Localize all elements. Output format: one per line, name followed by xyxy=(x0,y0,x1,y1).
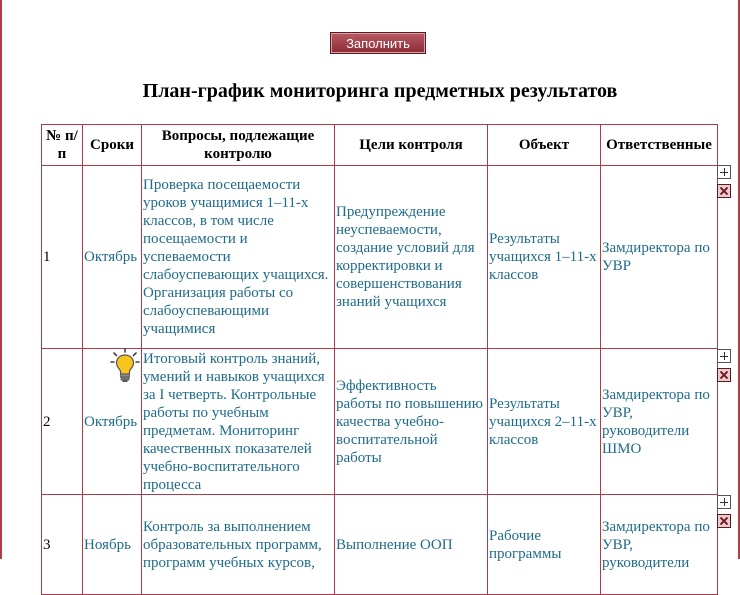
delete-row-close-icon[interactable] xyxy=(717,184,731,198)
add-row-plus-icon[interactable] xyxy=(717,165,731,179)
row-goals[interactable]: Эффективность работы по повышению качества учебно-воспитательной работы xyxy=(335,349,488,495)
lightbulb-icon[interactable] xyxy=(110,348,140,384)
row-num: 3 xyxy=(42,495,83,595)
header-goals: Цели контроля xyxy=(335,125,488,166)
row-term[interactable]: Октябрь xyxy=(83,349,142,495)
row-questions[interactable]: Контроль за выполнением образовательных программ, программ учебных курсов, xyxy=(142,495,335,595)
table-header-row xyxy=(42,125,718,166)
row-questions[interactable]: Проверка посещаемости уроков учащимися 1–11-х классов, в том числе посещаемости и успеваемости слабоуспевающих учащихся. Организация работы со слабоуспевающими учащимися xyxy=(142,166,335,349)
row-term[interactable]: Октябрь xyxy=(83,166,142,349)
header-questions: Вопросы, подлежащие контролю xyxy=(142,125,335,166)
row-object[interactable]: Рабочие программы xyxy=(488,495,601,595)
row-goals[interactable]: Выполнение ООП xyxy=(335,495,488,595)
header-term: Сроки xyxy=(83,125,142,166)
header-responsible: Ответственные xyxy=(601,125,718,166)
page-title: План-график мониторинга предметных результатов xyxy=(142,80,618,102)
row-responsible[interactable]: Замдиректора по УВР xyxy=(601,166,718,349)
row-goals[interactable]: Предупреждение неуспеваемости, создание условий для корректировки и совершенствования знаний учащихся xyxy=(335,166,488,349)
row-object[interactable]: Результаты учащихся 1–11-х классов xyxy=(488,166,601,349)
row-object[interactable]: Результаты учащихся 2–11-х классов xyxy=(488,349,601,495)
table-row xyxy=(42,349,718,495)
delete-row-close-icon[interactable] xyxy=(717,514,731,528)
add-row-plus-icon[interactable] xyxy=(717,349,731,363)
row-responsible[interactable]: Замдиректора по УВР, руководители xyxy=(601,495,718,595)
table-row xyxy=(42,495,718,595)
header-num: № п/п xyxy=(42,125,83,166)
table-row xyxy=(42,166,718,349)
row-questions[interactable]: Итоговый контроль знаний, умений и навыков учащихся за I четверть. Контрольные работы по учебным предметам. Мониторинг качественных показателей учебно-воспитательного процесса xyxy=(142,349,335,495)
row-term[interactable]: Ноябрь xyxy=(83,495,142,595)
header-object: Объект xyxy=(488,125,601,166)
row-responsible[interactable]: Замдиректора по УВР, руководители ШМО xyxy=(601,349,718,495)
row-num: 2 xyxy=(42,349,83,495)
add-row-plus-icon[interactable] xyxy=(717,495,731,509)
plan-table xyxy=(41,124,718,595)
delete-row-close-icon[interactable] xyxy=(717,368,731,382)
fill-button[interactable]: Заполнить xyxy=(330,32,426,54)
row-num: 1 xyxy=(42,166,83,349)
